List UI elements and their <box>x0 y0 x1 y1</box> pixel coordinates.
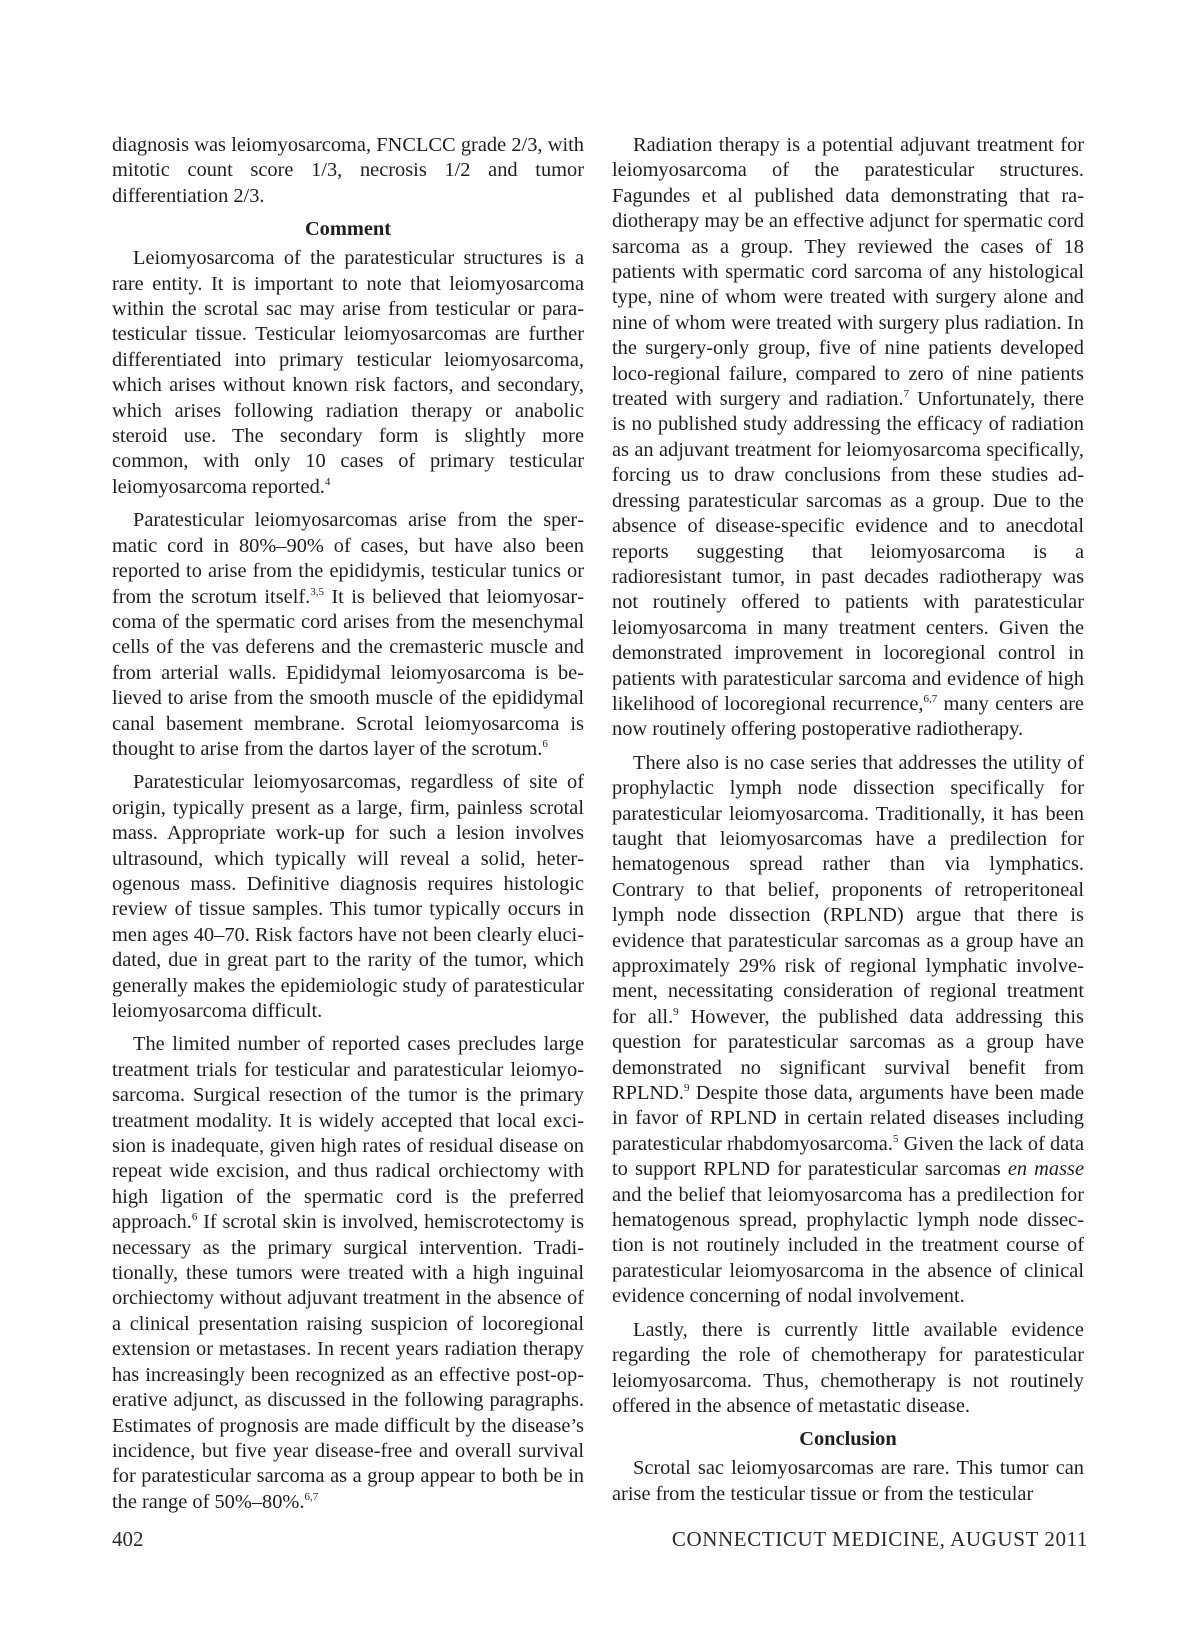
paragraph-text: Paratesticular leiomyosarcomas, regardless of site of origin, typically present as a large, firm, painless scrotal mass. Appropriate work-up for such a lesion involves ultrasound, which typically will reveal a solid, heterogenous mass. Definitive diagnosis requires histologic review of tissue samples. This tumor typically occurs in men ages 40–70. Risk factors have not been clearly elucidated, due in great part to the rarity of the tumor, which generally makes the epidemiologic study of paratesticular leiomyosarcoma difficult. <box>112 771 584 1022</box>
citation-ref: 4 <box>324 475 331 488</box>
paragraph-text: Unfortunately, there is no published study addressing the efficacy of radiation as an adjuvant treatment for leiomyosarcoma specifically, forcing us to draw conclusions from these studies addressing paratesticular sarcomas as a group. Due to the absence of disease-specific evidence and to anecdotal reports suggesting that leiomyosarcoma is a radioresistant tumor, in past decades radiotherapy was not routinely offered to patients with paratesticular leiomyosarcoma in many treatment centers. Given the demonstrated improvement in locoregional control in patients with paratesticular sarcoma and evidence of high likelihood of locoregional recurrence, <box>612 388 1084 715</box>
paragraph-text: If scrotal skin is involved, hemiscrotectomy is necessary as the primary surgical intervention. Traditionally, these tumors were treated with a high inguinal orchiectomy without adjuvant treatment in the absence of a clinical presentation raising suspicion of locoregional extension or metastases. In recent years radiation therapy has increasingly been recognized as an effective post-operative adjunct, as discussed in the following paragraphs. Estimates of prognosis are made difficult by the disease’s incidence, but five year disease-free and overall survival for paratesticular sarcoma as a group appear to both be in the range of 50%–80%. <box>112 1211 584 1513</box>
paragraph-radiation <box>612 133 1084 743</box>
paragraph-text: Despite those data, arguments have been made in favor of RPLND in certain related diseases including paratesticular rhabdomyosarcoma. <box>612 1082 1084 1155</box>
section-heading-conclusion: Conclusion <box>799 1428 897 1451</box>
paragraph-text: It is believed that leiomyosarcoma of the spermatic cord arises from the mesenchymal cells of the vas deferens and the cremasteric muscle and from arterial walls. Epididymal leiomyosarcoma is believed to arise from the smooth muscle of the epididymal canal basement membrane. Scrotal leiomyosarcoma is thought to arise from the dartos layer of the scrotum. <box>112 585 584 760</box>
citation-ref: 9 <box>673 1005 679 1018</box>
citation-ref: 9 <box>683 1082 690 1095</box>
italic-term: en masse <box>1007 1158 1084 1181</box>
paragraph-text: Radiation therapy is a potential adjuvant treatment for leiomyosarcoma of the paratesticular structures. Fagundes et al published data demonstrating that radiotherapy may be an effective adjunct for spermatic cord sarcoma as a group. They reviewed the cases of 18 patients with spermatic cord sarcoma of any histological type, nine of whom were treated with surgery alone and nine of whom were treated with surgery plus radiation. In the surgery-only group, five of nine patients developed loco-regional failure, compared to zero of nine patients treated with surgery and radiation. <box>612 134 1084 411</box>
citation-ref: 3,5 <box>310 585 324 598</box>
paragraph-treatment <box>112 1032 584 1515</box>
paragraph-text: Scrotal sac leiomyosarcomas are rare. This tumor can arise from the testicular tissue or from the testicular <box>612 1457 1084 1505</box>
paragraph-conclusion <box>612 1456 1084 1507</box>
paragraph-diagnosis <box>112 133 584 209</box>
paragraph-text: Leiomyosarcoma of the paratesticular structures is a rare entity. It is important to note that leiomyosarcoma within the scrotal sac may arise from testicular or paratesticular tissue. Testicular leiomyosarcomas are further differentiated into primary testicular leiomyosarcoma, which arises without known risk factors, and secondary, which arises following radiation therapy or anabolic steroid use. The secondary form is slightly more common, with only 10 cases of primary testicular leiomyosarcoma reported. <box>112 247 584 498</box>
paragraph-text: However, the published data addressing this question for paratesticular sarcomas as a group have demonstrated no significant survival benefit from RPLND. <box>612 1005 1084 1105</box>
left-column <box>112 133 584 1523</box>
right-column <box>612 133 1084 1515</box>
paragraph-text: The limited number of reported cases precludes large treatment trials for testicular and paratesticular leiomyosarcoma. Surgical resection of the tumor is the primary treatment modality. It is widely accepted that local excision is inadequate, given high rates of residual disease on repeat wide excision, and thus radical orchiectomy with high ligation of the spermatic cord is the preferred approach. <box>112 1033 584 1234</box>
paragraph-text: and the belief that leiomyosarcoma has a predilection for hematogenous spread, prophylactic lymph node dissection is not routinely included in the treatment course of paratesticular leiomyosarcoma in the absence of clinical evidence concerning of nodal involvement. <box>612 1183 1084 1308</box>
paragraph-lymph-node <box>612 751 1084 1310</box>
citation-ref: 6 <box>191 1211 198 1224</box>
paragraph-text: Lastly, there is currently little available evidence regarding the role of chemotherapy for paratesticular leiomyosarcoma. Thus, chemotherapy is not routinely offered in the absence of metastatic disease. <box>612 1318 1084 1417</box>
page-number: 402 <box>112 1527 144 1551</box>
journal-footer: CONNECTICUT MEDICINE, AUGUST 2011 <box>671 1527 1088 1551</box>
citation-ref: 5 <box>892 1132 899 1145</box>
paragraph-text: Given the lack of data to support RPLND for paratesticular sarcomas <box>612 1132 1085 1181</box>
paragraph-presentation <box>112 770 584 1024</box>
paragraph-text: diagnosis was leiomyosarcoma, FNCLCC grade 2/3, with mitotic count score 1/3, necrosis 1/2 and tumor differentiation 2/3. <box>112 134 584 207</box>
paragraph-text: There also is no case series that addresses the utility of prophylactic lymph node dissection specifically for paratesticular leiomyosarcoma. Traditionally, it has been taught that leiomyosarcomas have a predilection for hematogenous spread rather than via lymphatics. Contrary to that belief, proponents of retroperitoneal lymph node dissection (RPLND) argue that there is evidence that paratesticular sarcomas as a group have an approximately 29% risk of regional lymphatic involvement, necessitating consideration of regional treatment for all. <box>612 751 1084 1028</box>
citation-ref: 6,7 <box>923 692 938 705</box>
paragraph-text: Paratesticular leiomyosarcomas arise from the spermatic cord in 80%–90% of cases, but have also been reported to arise from the epididymis, testicular tunics or from the scrotum itself. <box>112 509 584 608</box>
paragraph-origin <box>112 508 584 762</box>
citation-ref: 6,7 <box>304 1490 319 1503</box>
section-heading-comment: Comment <box>304 218 392 241</box>
citation-ref: 7 <box>903 388 910 401</box>
paragraph-chemotherapy <box>612 1318 1084 1420</box>
paragraph-text: many centers are now routinely offering postoperative radiotherapy. <box>612 692 1084 741</box>
citation-ref: 6 <box>542 737 548 750</box>
paragraph-rare-entity <box>112 246 584 500</box>
